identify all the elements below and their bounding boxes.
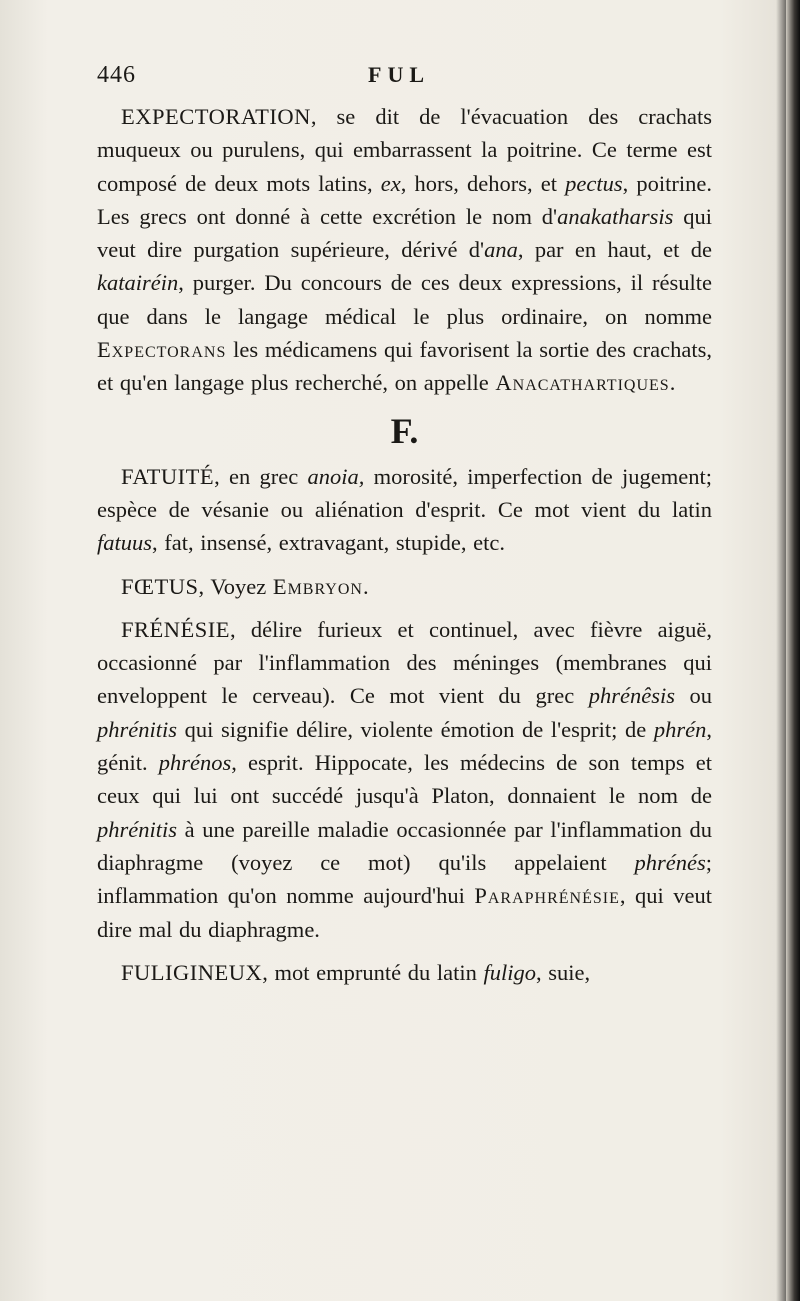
entry-text: , en grec [214,463,308,489]
headword: EXPECTORATION [121,104,311,129]
entry-gap [97,560,712,570]
entry-text: , se dit de l'évacuation des crachats muqueux ou purulens, qui embarrassent la poitrine. Ce terme est composé de deux mots latins, [97,104,712,196]
entry-paragraph [97,570,712,603]
entry-text: , délire furieux et continuel, avec fièvre aiguë, occasionné par l'inflammation des méninges (membranes qui enveloppent le cerveau). Ce mot vient du grec [97,616,712,709]
cross-reference: Paraphrénésie [474,883,620,909]
italic-term: katairéin [97,270,179,296]
italic-term: pectus [565,170,623,196]
entry-text: , génit. [97,716,712,776]
italic-term: phrénitis [97,816,178,842]
cross-reference: Embryon [272,573,363,599]
entry-text: , qui veut dire mal du diaphragme. [97,883,712,942]
section-letter: F. [390,410,419,451]
entry-text: qui veut dire purgation supérieure, dérivé d' [97,203,712,263]
entry-text: , par en haut, et de [517,237,712,263]
italic-term: ex [380,170,401,196]
entry-fatuite [97,460,712,560]
scan-edge-shadow [786,0,800,1301]
entry-text: ou [674,683,712,709]
entry-paragraph [97,956,712,989]
running-head: FUL [368,62,430,87]
entry-text: , hors, dehors, et [400,170,566,196]
entry-gap [97,603,712,613]
entry-text: morosité, imperfection de jugement; espèce de vésanie ou aliénation d'esprit. Ce mot vient du latin [97,463,713,522]
headword: FRÉNÉSIE [121,616,231,642]
italic-term: anakatharsis [557,203,674,229]
entry-text: , purger. Du concours de ces deux expressions, il résulte que dans le langage médical le plus ordinaire, on nomme [97,270,712,329]
entry-text: , suie, [535,959,591,985]
italic-term: phrénés [634,849,706,875]
entry-fuligineux [97,956,712,989]
cross-reference: Anacathartiques [495,370,670,396]
page-number: 446 [97,62,136,88]
italic-term: ana [484,237,518,263]
italic-term: phrénos [158,750,232,776]
entry-frenesie [97,613,712,946]
dictionary-body [97,100,712,989]
headword: FULIGINEUX [121,959,263,985]
entry-text: qui signifie délire, violente émotion de l'esprit; de [177,716,654,742]
entry-expectoration [97,100,712,400]
page-header [97,62,712,102]
headword: FŒTUS [121,573,199,599]
italic-term: phrénêsis [588,683,675,709]
italic-term: phrén [653,716,707,742]
cross-reference: Expectorans [97,337,227,363]
entry-foetus [97,570,712,603]
entry-text: . [669,370,676,396]
entry-text: , mot emprunté du latin [262,959,484,985]
entry-gap [97,946,712,956]
entry-paragraph [97,460,712,560]
entry-text: , fat, insensé, extravagant, stupide, etc. [152,530,506,556]
italic-term: anoia, [307,463,365,489]
headword: FATUITÉ [121,463,215,489]
italic-term: fuligo [483,959,536,985]
entry-paragraph [97,613,712,946]
entry-text: à une pareille maladie occasionnée par l'inflammation du diaphragme (voyez ce mot) qu'ils appelaient [97,816,712,875]
entry-paragraph [97,100,712,400]
entry-text: ; inflammation qu'on nomme aujourd'hui [97,849,712,909]
entry-text: , esprit. Hippocate, les médecins de son temps et ceux qui lui ont succédé jusqu'à Platon, donnaient le nom de [97,750,712,809]
entry-text: , Voyez [198,573,273,599]
entry-text: les médicamens qui favorisent la sortie des crachats, et qu'en langage plus recherché, on appelle [97,337,712,396]
italic-term: fatuus [97,530,153,556]
entry-text: , poitrine. Les grecs ont donné à cette excrétion le nom d' [97,170,712,229]
entry-text: . [362,573,369,599]
italic-term: phrénitis [97,716,178,742]
